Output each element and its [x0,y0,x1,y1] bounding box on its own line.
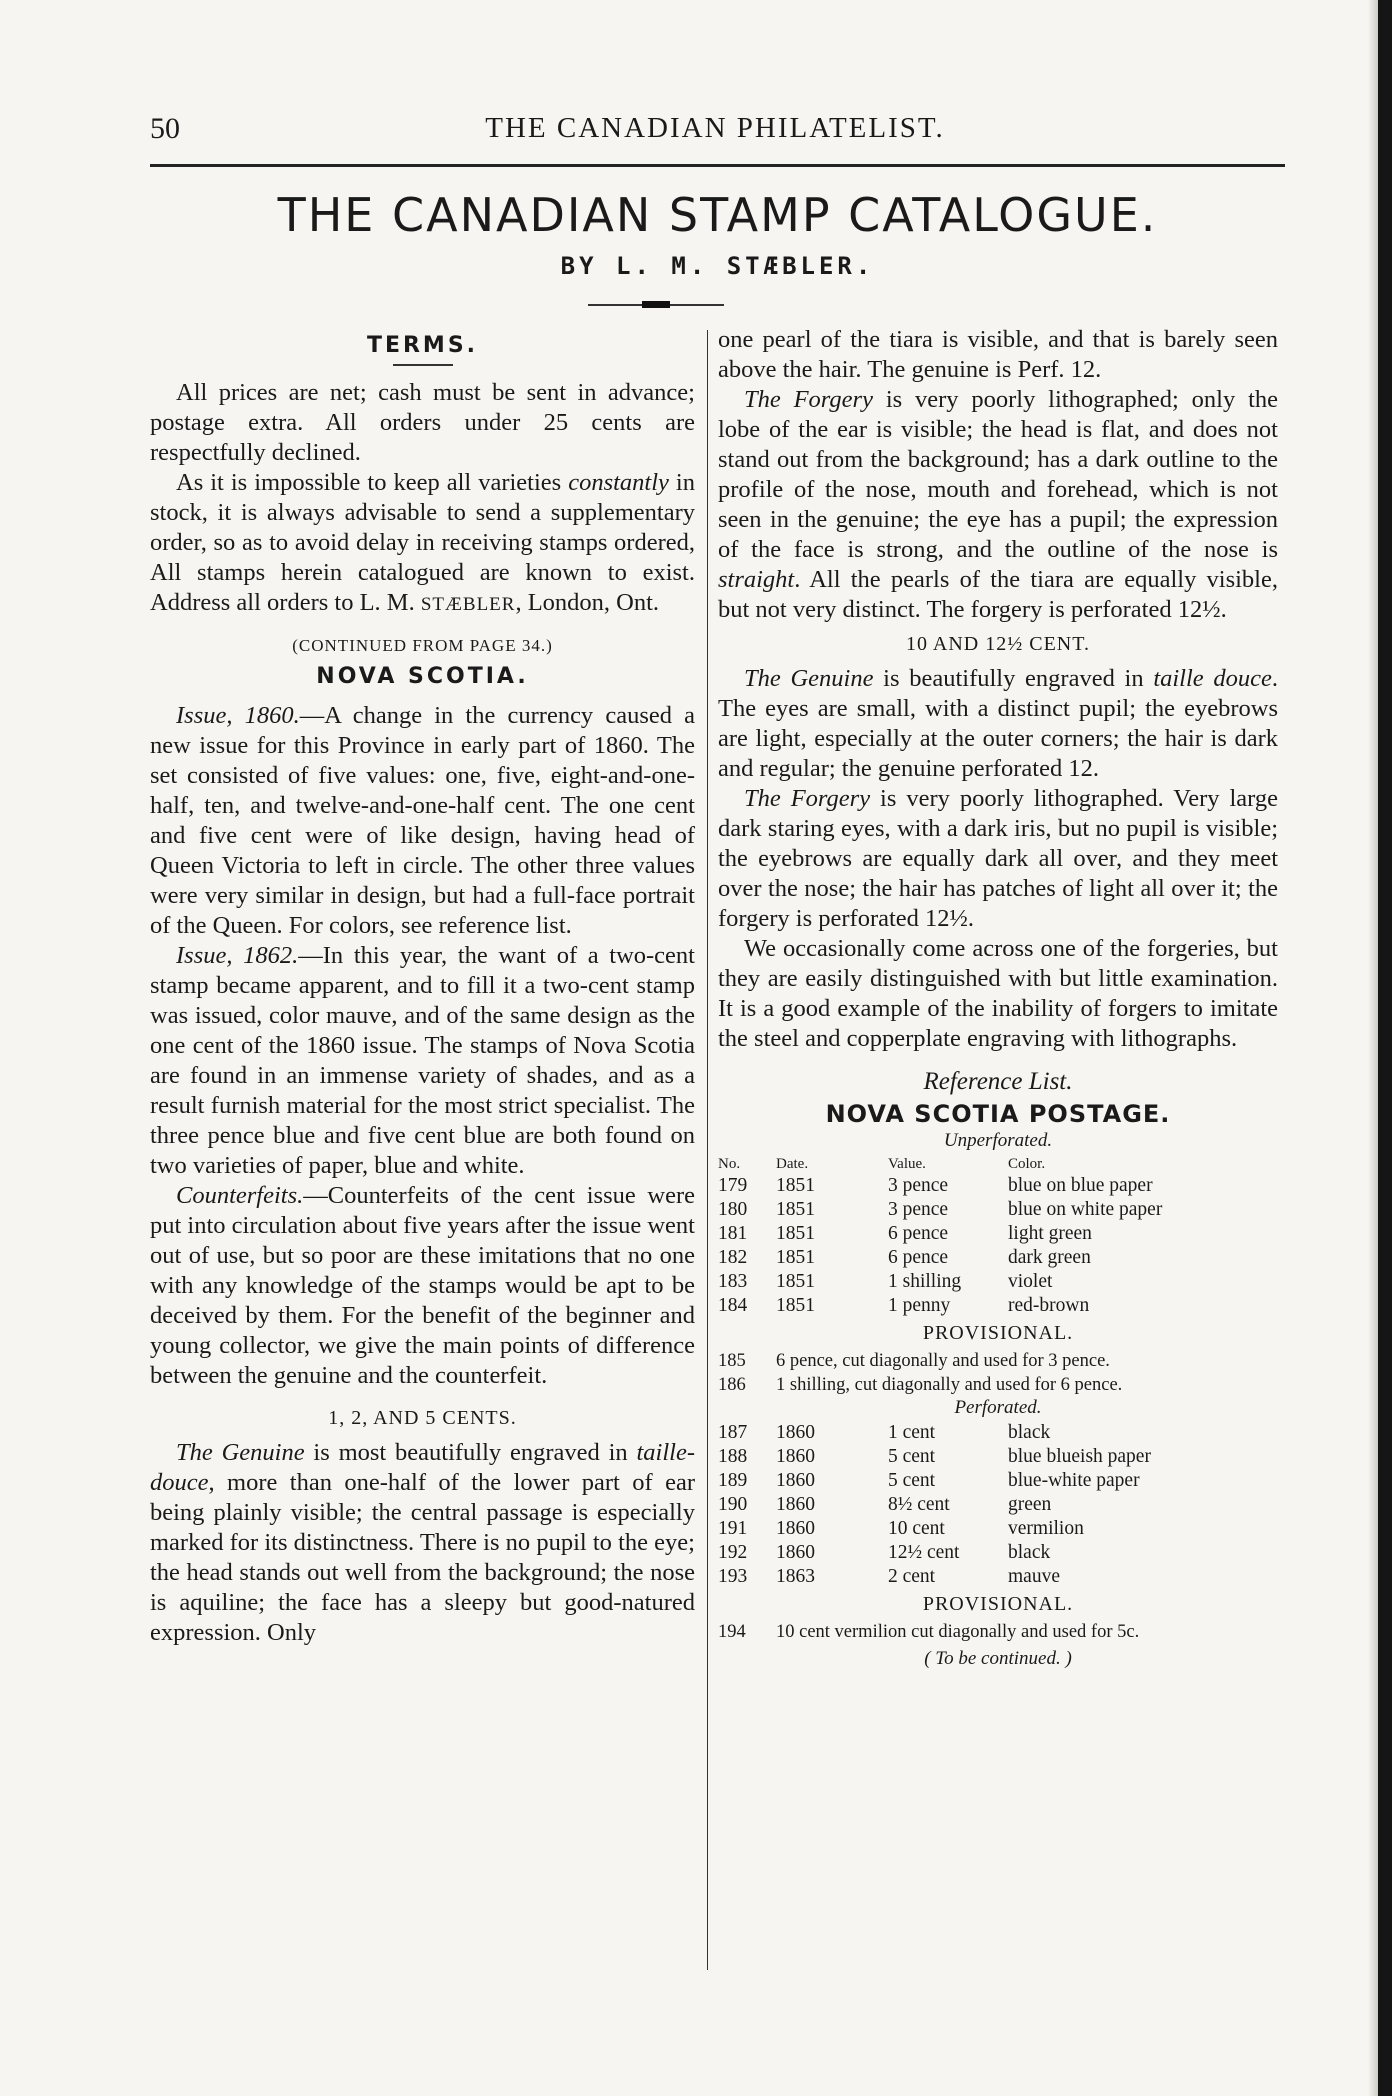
table-row [718,1445,1278,1469]
terms-paragraph-2: As it is impossible to keep all varieties constantly in stock, it is always advisable to send a supplementary order, so as to avoid delay in receiving stamps ordered, All stamps herein catalogued are known to exist. Address all orders to L. M. STÆBLER, London, Ont. [150,469,695,616]
table-row [718,1517,1278,1541]
continued-note: (CONTINUED FROM PAGE 34.) [292,636,553,655]
table-row [718,1222,1278,1246]
right-column [718,325,1278,1670]
cell-date: 1851 [776,1175,815,1196]
reference-table-unperforated [718,1154,1278,1318]
column-header-date: Date. [776,1156,809,1172]
continued-paragraph: one pearl of the tiara is visible, and that is barely seen above the hair. The genuine is Perf. 12. [718,326,1278,383]
cell-no: 180 [718,1199,748,1220]
table-row [718,1565,1278,1589]
subheading-1-2-5-cents: 1, 2, AND 5 CENTS. [328,1407,517,1429]
item-text: 10 cent vermilion cut diagonally and used for 5c. [776,1622,1140,1642]
to-be-continued: ( To be continued. ) [924,1648,1072,1669]
cell-no: 191 [718,1518,748,1539]
table-row [718,1294,1278,1318]
cell-value: 3 pence [888,1175,949,1196]
table-row [718,1493,1278,1517]
cell-date: 1863 [776,1566,815,1587]
cell-value: 1 shilling [888,1271,962,1292]
cell-no: 188 [718,1446,748,1467]
unperforated-heading: Unperforated. [943,1130,1053,1151]
provisional-rows-1 [718,1349,1278,1397]
cell-value: 3 pence [888,1199,949,1220]
list-item [718,1373,1278,1397]
cell-color: black [1008,1542,1051,1563]
genuine-1-paragraph: The Genuine is most beautifully engraved in taille-douce, more than one-half of the lower part of ear being plainly visible; the central passage is especially marked for its distinctness. There is no pupil to the eye; the head stands out well from the background; the nose is aquiline; the face has a sleepy but good-natured expression. Only [150,1439,695,1646]
item-number: 194 [718,1622,746,1642]
reference-list-title: Reference List. [923,1068,1073,1095]
cell-value: 6 pence [888,1247,949,1268]
running-head [150,112,1280,152]
cell-value: 8½ cent [888,1494,950,1515]
cell-color: violet [1008,1271,1053,1292]
cell-value: 1 penny [888,1295,951,1316]
column-header-value: Value. [888,1156,926,1172]
cell-color: blue on blue paper [1008,1175,1153,1196]
provisional-rows-2 [718,1620,1278,1644]
issue-1860-paragraph: Issue, 1860.—A change in the currency caused a new issue for this Province in early part of 1860. The set consisted of five values: one, five, eight-and-one-half, ten, and twelve-and-one-half cent. The one cent and five cent were of like design, having head of Queen Victoria to left in circle. The other three values were very similar in design, but had a full-face portrait of the Queen. For colors, see reference list. [150,702,695,939]
table-row [718,1198,1278,1222]
cell-no: 190 [718,1494,748,1515]
cell-value: 5 cent [888,1470,936,1491]
page-edge [1378,0,1392,2096]
cell-date: 1860 [776,1422,815,1443]
provisional-heading-1: PROVISIONAL. [922,1322,1074,1344]
genuine-2-paragraph: The Genuine is beautifully engraved in taille douce. The eyes are small, with a distinct pupil; the eyebrows are light, especially at the outer corners; the hair is dark and regular; the genuine perforated 12. [718,665,1278,782]
ornament-center [642,301,670,308]
reference-heading: NOVA SCOTIA POSTAGE. [825,1100,1171,1128]
cell-no: 187 [718,1422,748,1443]
cell-date: 1860 [776,1446,815,1467]
cell-value: 5 cent [888,1446,936,1467]
item-number: 185 [718,1351,746,1371]
cell-date: 1851 [776,1295,815,1316]
cell-no: 179 [718,1175,748,1196]
column-header-no: No. [718,1156,741,1172]
cell-color: blue blueish paper [1008,1446,1151,1467]
table-row [718,1541,1278,1565]
cell-value: 2 cent [888,1566,936,1587]
terms-heading: TERMS. [366,333,479,358]
table-row [718,1174,1278,1198]
table-row [718,1246,1278,1270]
cell-color: mauve [1008,1566,1060,1587]
column-header-color: Color. [1008,1156,1046,1172]
table-row [718,1421,1278,1445]
cell-no: 183 [718,1271,748,1292]
cell-date: 1851 [776,1247,815,1268]
table-header-row [718,1154,1278,1174]
cell-date: 1860 [776,1518,815,1539]
cell-color: black [1008,1422,1051,1443]
byline: BY L. M. STÆBLER. [560,252,875,280]
subheading-10-12-cent: 10 AND 12½ CENT. [906,633,1090,655]
cell-color: vermilion [1008,1518,1084,1539]
running-title: THE CANADIAN PHILATELIST. [485,112,945,144]
section-heading: NOVA SCOTIA. [316,664,529,689]
forgery-2-paragraph: The Forgery is very poorly lithographed. Very large dark staring eyes, with a dark iris, but no pupil is visible; the eyebrows are equally dark all over, and they meet over the nose; the hair has patches of light all over it; the forgery is perforated 12½. [718,785,1278,932]
cell-date: 1851 [776,1271,815,1292]
counterfeits-paragraph: Counterfeits.—Counterfeits of the cent issue were put into circulation about five years after the issue went out of use, but so poor are these imitations that no one with any knowledge of the stamps would be apt to be deceived by them. For the benefit of the beginner and young collector, we give the main points of difference between the genuine and the counterfeit. [150,1182,695,1389]
terms-paragraph-1: All prices are net; cash must be sent in advance; postage extra. All orders under 25 cents are respectfully declined. [150,379,695,466]
cell-no: 189 [718,1470,748,1491]
issue-1862-paragraph: Issue, 1862.—In this year, the want of a two-cent stamp became apparent, and to fill it a two-cent stamp was issued, color mauve, and of the same design as the one cent of the 1860 issue. The stamps of Nova Scotia are found in an immense variety of shades, and as a result furnish material for the most strict specialist. The three pence blue and five cent blue are both found on two varieties of paper, blue and white. [150,942,695,1179]
table-row [718,1270,1278,1294]
cell-no: 192 [718,1542,748,1563]
table-row [718,1469,1278,1493]
left-column [150,325,695,1648]
cell-no: 193 [718,1566,748,1587]
perforated-rows [718,1421,1278,1589]
cell-color: green [1008,1494,1052,1515]
header-rule [150,164,1285,167]
page-number: 50 [150,112,180,145]
cell-date: 1851 [776,1223,815,1244]
cell-color: dark green [1008,1247,1091,1268]
page-edge-shadow [1368,0,1378,2096]
list-item [718,1349,1278,1373]
reference-table-perforated [718,1421,1278,1589]
closing-paragraph: We occasionally come across one of the forgeries, but they are easily distinguished with but little examination. It is a good example of the inability of forgers to imitate the steel and copperplate engraving with lithographs. [718,935,1278,1052]
cell-color: light green [1008,1223,1092,1244]
unperforated-rows [718,1174,1278,1318]
cell-value: 10 cent [888,1518,945,1539]
cell-color: red-brown [1008,1295,1090,1316]
cell-no: 184 [718,1295,748,1316]
cell-value: 6 pence [888,1223,949,1244]
column-divider [707,330,708,1970]
perforated-heading: Perforated. [954,1397,1042,1418]
cell-date: 1860 [776,1494,815,1515]
cell-date: 1860 [776,1542,815,1563]
item-text: 1 shilling, cut diagonally and used for 6 pence. [776,1375,1123,1395]
provisional-heading-2: PROVISIONAL. [922,1593,1074,1615]
cell-value: 1 cent [888,1422,936,1443]
list-item [718,1620,1278,1644]
cell-date: 1851 [776,1199,815,1220]
cell-no: 181 [718,1223,748,1244]
item-text: 6 pence, cut diagonally and used for 3 pence. [776,1351,1110,1371]
cell-no: 182 [718,1247,748,1268]
cell-date: 1860 [776,1470,815,1491]
cell-value: 12½ cent [888,1542,960,1563]
cell-color: blue-white paper [1008,1470,1140,1491]
item-number: 186 [718,1375,746,1395]
cell-color: blue on white paper [1008,1199,1163,1220]
terms-rule [393,364,453,366]
forgery-1-paragraph: The Forgery is very poorly lithographed; only the lobe of the ear is visible; the head is flat, and does not stand out from the background; has a dark outline to the profile of the nose, mouth and forehead, which is not seen in the genuine; the eye has a pupil; the expression of the face is strong, and the outline of the nose is straight. All the pearls of the tiara are equally visible, but not very distinct. The forgery is perforated 12½. [718,386,1278,623]
page-title: THE CANADIAN STAMP CATALOGUE. [277,188,1158,242]
